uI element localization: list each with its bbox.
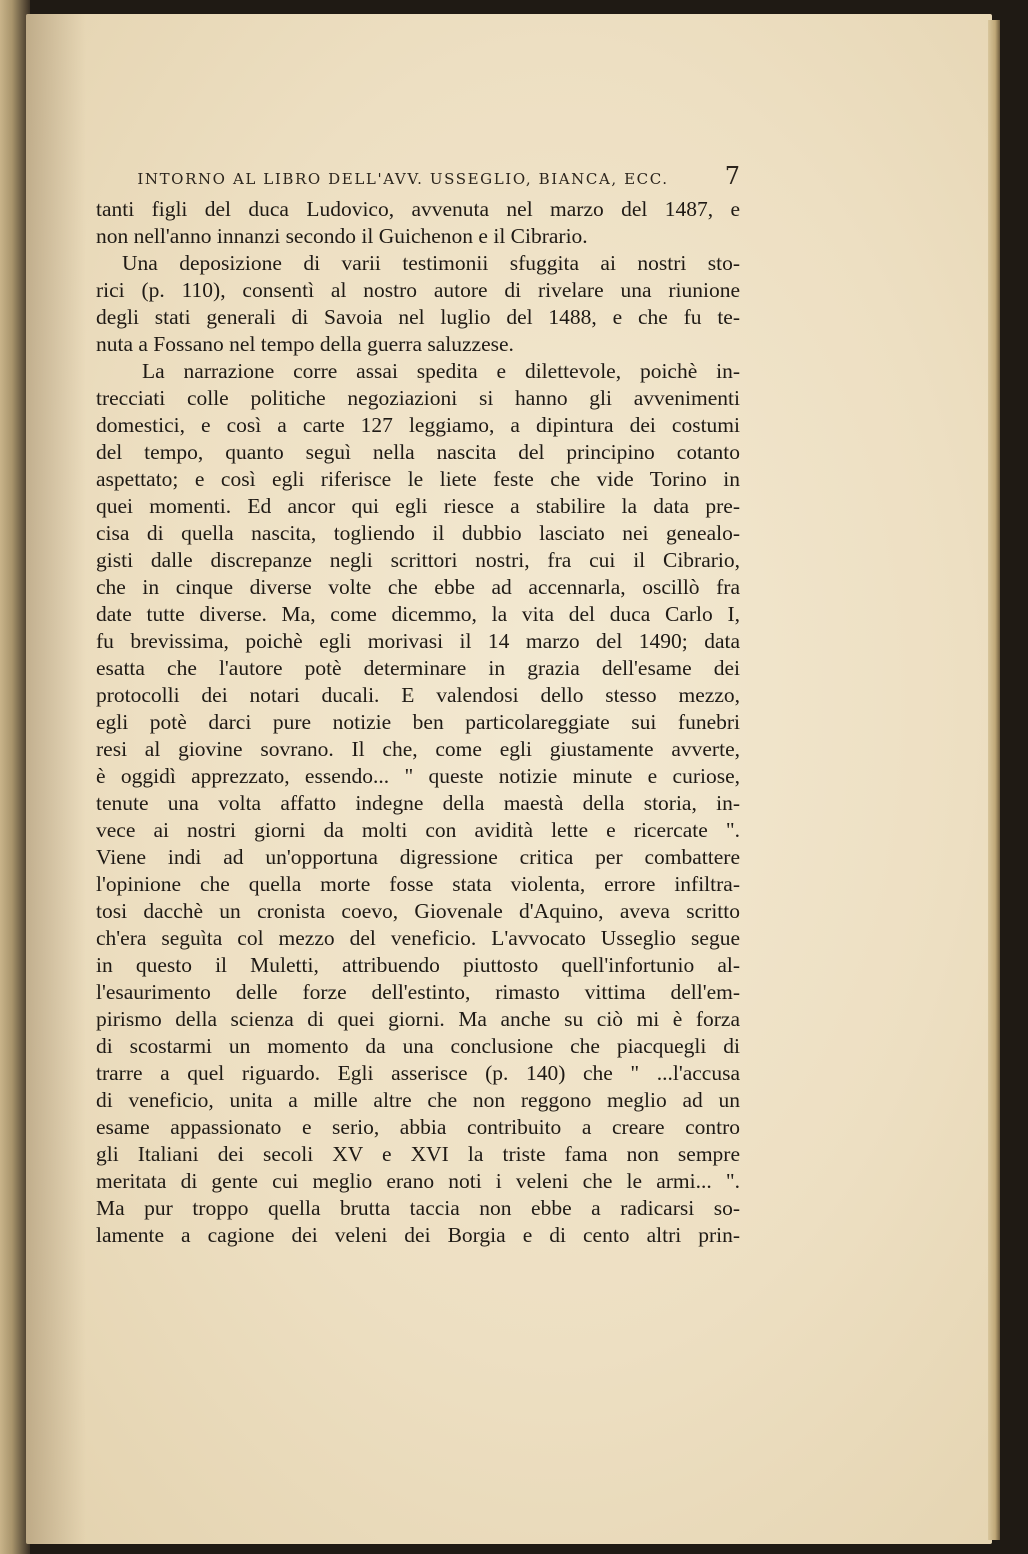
text-line: domestici, e così a carte 127 leggiamo, a dipintura dei costumi: [96, 413, 740, 437]
body-text: [96, 196, 740, 1249]
text-line: rici (p. 110), consentì al nostro autore di rivelare una riunione: [96, 278, 740, 302]
text-line: cisa di quella nascita, togliendo il dubbio lasciato nei genealo-: [96, 521, 740, 545]
text-line: meritata di gente cui meglio erano noti i veleni che le armi... ".: [96, 1169, 740, 1193]
text-line: di scostarmi un momento da una conclusione che piacquegli di: [96, 1034, 740, 1058]
page-stack-edge: [988, 20, 1000, 1540]
text-line: trarre a quel riguardo. Egli asserisce (p. 140) che " ...l'accusa: [96, 1061, 740, 1085]
text-line: tosi dacchè un cronista coevo, Giovenale d'Aquino, aveva scritto: [96, 899, 740, 923]
text-line: tenute una volta affatto indegne della maestà della storia, in-: [96, 791, 740, 815]
text-line: l'opinione che quella morte fosse stata violenta, errore infiltra-: [96, 872, 740, 896]
text-line: gisti dalle discrepanze negli scrittori nostri, fra cui il Cibrario,: [96, 548, 740, 572]
text-line: fu brevissima, poichè egli morivasi il 14 marzo del 1490; data: [96, 629, 740, 653]
text-line: egli potè darci pure notizie ben particolareggiate sui funebri: [96, 710, 740, 734]
text-line: vece ai nostri giorni da molti con avidità lette e ricercate ".: [96, 818, 740, 842]
text-line: La narrazione corre assai spedita e dilettevole, poichè in-: [142, 359, 740, 383]
text-line: in questo il Muletti, attribuendo piuttosto quell'infortunio al-: [96, 953, 740, 977]
text-line: che in cinque diverse volte che ebbe ad accennarla, oscillò fra: [96, 575, 740, 599]
text-line: Ma pur troppo quella brutta taccia non ebbe a radicarsi so-: [96, 1196, 740, 1220]
gutter-shadow: [26, 14, 86, 1544]
page-number: 7: [724, 162, 740, 190]
text-line: gli Italiani dei secoli XV e XVI la triste fama non sempre: [96, 1142, 740, 1166]
text-line: ch'era seguìta col mezzo del veneficio. L'avvocato Usseglio segue: [96, 926, 740, 950]
running-header: [96, 158, 740, 188]
text-line: quei momenti. Ed ancor qui egli riesce a stabilire la data pre-: [96, 494, 740, 518]
text-line: aspettato; e così egli riferisce le liete feste che vide Torino in: [96, 467, 740, 491]
text-line: esatta che l'autore potè determinare in grazia dell'esame dei: [96, 656, 740, 680]
text-line: del tempo, quanto seguì nella nascita del principino cotanto: [96, 440, 740, 464]
text-line: resi al giovine sovrano. Il che, come egli giustamente avverte,: [96, 737, 740, 761]
text-line: Viene indi ad un'opportuna digressione critica per combattere: [96, 845, 740, 869]
text-line: di veneficio, unita a mille altre che non reggono meglio ad un: [96, 1088, 740, 1112]
text-line: degli stati generali di Savoia nel luglio del 1488, e che fu te-: [96, 305, 740, 329]
text-line: Una deposizione di varii testimonii sfuggita ai nostri sto-: [122, 251, 740, 275]
text-line: protocolli dei notari ducali. E valendosi dello stesso mezzo,: [96, 683, 740, 707]
text-line: tanti figli del duca Ludovico, avvenuta nel marzo del 1487, e: [96, 197, 740, 221]
text-line: non nell'anno innanzi secondo il Guichenon e il Cibrario.: [96, 224, 588, 248]
running-title: INTORNO AL LIBRO DELL'AVV. USSEGLIO, BIANCA, ECC.: [137, 170, 669, 188]
text-line: nuta a Fossano nel tempo della guerra saluzzese.: [96, 332, 514, 356]
text-line: date tutte diverse. Ma, come dicemmo, la vita del duca Carlo I,: [96, 602, 740, 626]
text-line: è oggidì apprezzato, essendo... " queste notizie minute e curiose,: [96, 764, 740, 788]
text-line: l'esaurimento delle forze dell'estinto, rimasto vittima dell'em-: [96, 980, 740, 1004]
text-line: trecciati colle politiche negoziazioni si hanno gli avvenimenti: [96, 386, 740, 410]
text-line: esame appassionato e serio, abbia contribuito a creare contro: [96, 1115, 740, 1139]
text-line: pirismo della scienza di quei giorni. Ma anche su ciò mi è forza: [96, 1007, 740, 1031]
text-line: lamente a cagione dei veleni dei Borgia e di cento altri prin-: [96, 1223, 740, 1247]
